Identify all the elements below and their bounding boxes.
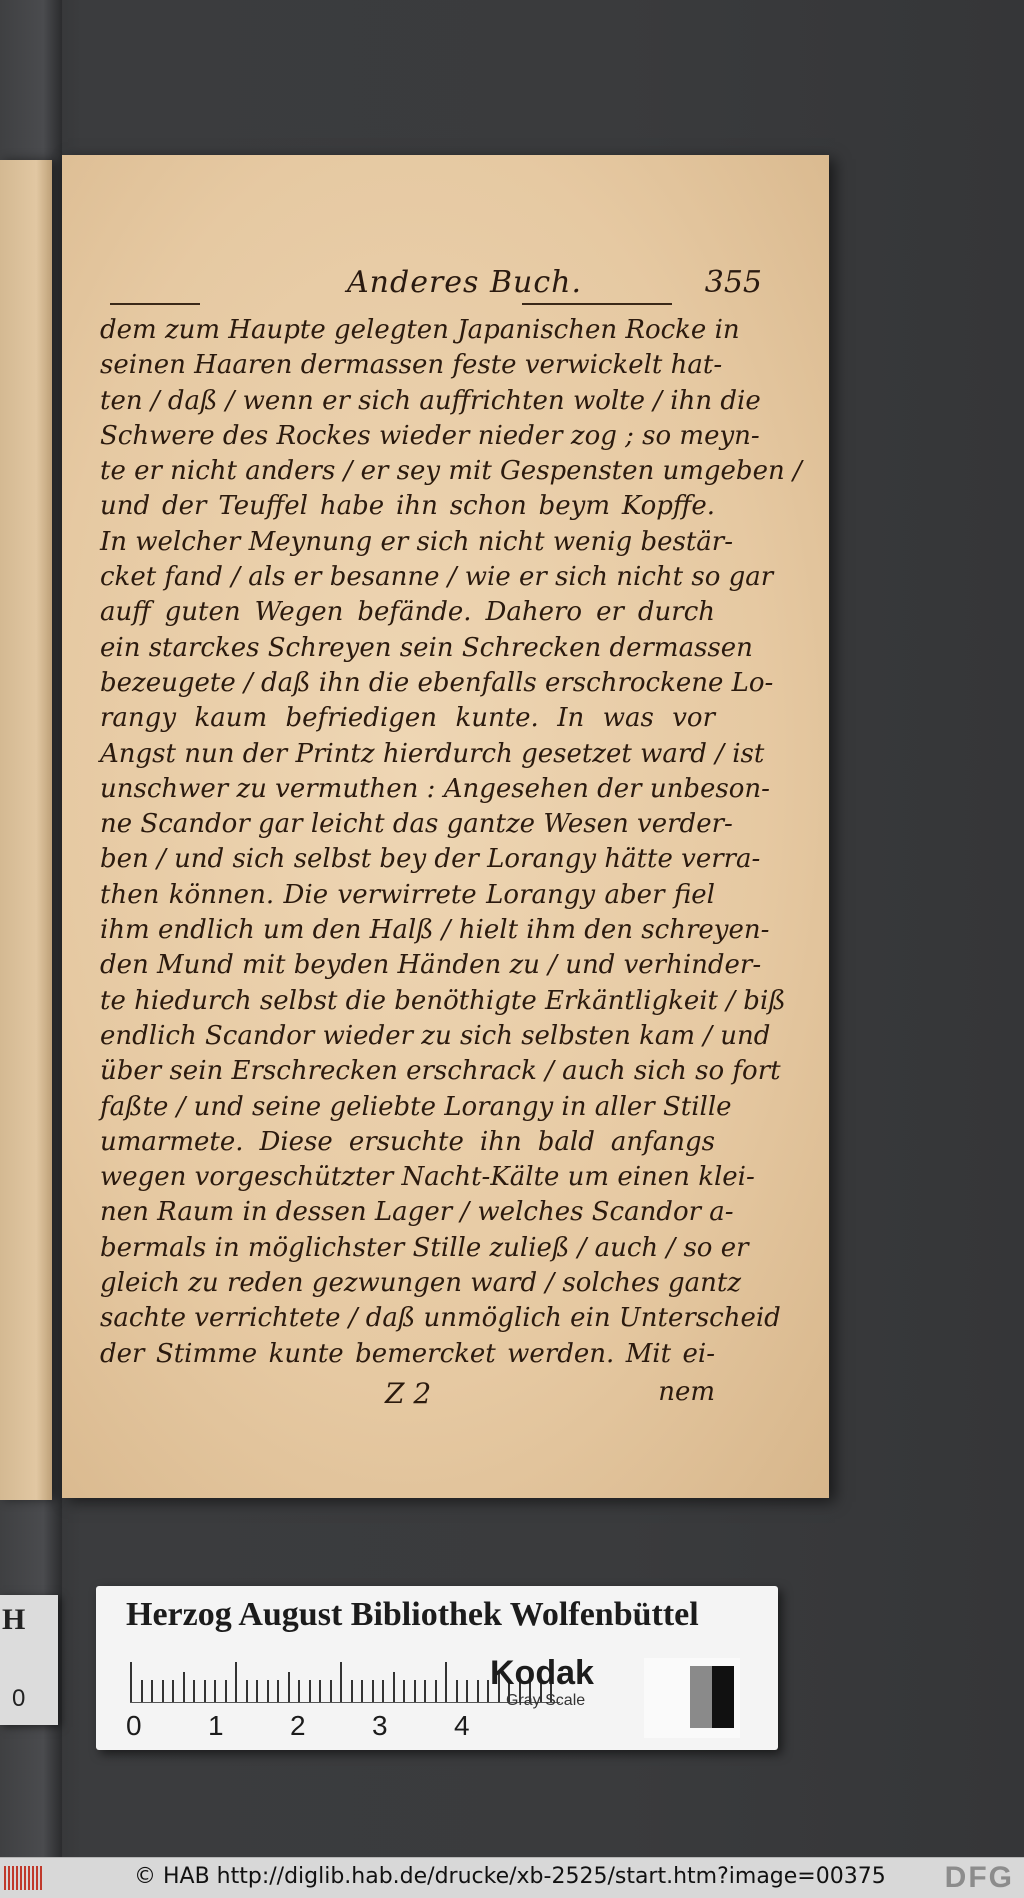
header-rule-left	[110, 303, 200, 305]
ruler-numbers	[126, 1710, 566, 1744]
text-line: und der Teuffel habe ihn schon beym Kopffe.	[100, 491, 715, 522]
ruler-tick	[309, 1680, 311, 1702]
text-line: ben / und sich selbst bey der Lorangy hätte verra-	[100, 844, 761, 875]
ruler-tick	[130, 1662, 132, 1702]
ruler-tick	[214, 1680, 216, 1702]
ruler-tick	[267, 1680, 269, 1702]
gray-scale-label: Gray Scale	[506, 1692, 586, 1709]
ruler-tick	[162, 1680, 164, 1702]
gray-patch-black	[712, 1666, 734, 1728]
ruler-tick	[361, 1680, 363, 1702]
ruler-number: 0	[126, 1710, 142, 1741]
ruler-tick	[298, 1680, 300, 1702]
ruler-tick	[393, 1672, 395, 1702]
text-line: te hiedurch selbst die benöthigte Erkäntligkeit / biß	[100, 985, 786, 1016]
kodak-logo: Kodak	[490, 1654, 594, 1692]
ruler-number: 4	[454, 1710, 470, 1741]
ruler-tick	[435, 1680, 437, 1702]
partial-card-number: 0	[12, 1685, 26, 1712]
barcode-icon	[4, 1866, 44, 1890]
library-name: Herzog August Bibliothek Wolfenbüttel	[126, 1596, 699, 1633]
ruler-baseline	[130, 1702, 560, 1703]
ruler-tick	[330, 1680, 332, 1702]
text-line: seinen Haaren dermassen feste verwickelt hat-	[100, 350, 723, 381]
ruler-tick	[414, 1680, 416, 1702]
ruler-tick	[382, 1680, 384, 1702]
page-number: 355	[704, 265, 762, 300]
ruler-tick	[235, 1662, 237, 1702]
text-line: Schwere des Rockes wieder nieder zog ; so meyn-	[100, 420, 760, 451]
color-reference-card	[96, 1586, 778, 1750]
viewer-status-bar	[0, 1857, 1024, 1898]
source-credit[interactable]: © HAB http://diglib.hab.de/drucke/xb-2525/start.htm?image=00375	[134, 1864, 886, 1889]
text-line: faßte / und seine geliebte Lorangy in aller Stille	[100, 1091, 732, 1122]
text-line: gleich zu reden gezwungen ward / solches gantz	[100, 1268, 742, 1299]
page-body	[100, 313, 802, 1372]
ruler-tick	[288, 1672, 290, 1702]
ruler-tick	[445, 1662, 447, 1702]
ruler-number: 2	[290, 1710, 306, 1741]
dfg-logo: DFG	[944, 1861, 1014, 1894]
text-line: unschwer zu vermuthen : Angesehen der unbeson-	[100, 773, 770, 804]
ruler-tick	[277, 1680, 279, 1702]
ruler-tick	[151, 1680, 153, 1702]
text-line: ein starckes Schreyen sein Schrecken dermassen	[100, 632, 753, 663]
ruler-tick	[403, 1680, 405, 1702]
text-line: then können. Die verwirrete Lorangy aber fiel	[100, 879, 715, 910]
ruler-tick	[372, 1680, 374, 1702]
ruler-tick	[424, 1680, 426, 1702]
ruler-tick	[225, 1680, 227, 1702]
text-line: te er nicht anders / er sey mit Gespensten umgeben /	[100, 456, 802, 487]
text-line: sachte verrichtete / daß unmöglich ein Unterscheid	[100, 1303, 781, 1334]
text-line: bezeugete / daß ihn die ebenfalls erschrockene Lo-	[100, 667, 774, 698]
ruler-tick	[456, 1680, 458, 1702]
text-line: auff guten Wegen befände. Dahero er durch	[100, 597, 715, 628]
text-line: der Stimme kunte bemercket werden. Mit ei-	[100, 1338, 715, 1369]
partial-color-card	[0, 1595, 58, 1725]
page-header	[102, 263, 762, 307]
text-line: Angst nun der Printz hierdurch gesetzet ward / ist	[100, 738, 765, 769]
text-line: über sein Erschrecken erschrack / auch sich so fort	[100, 1056, 781, 1087]
ruler-number: 1	[208, 1710, 224, 1741]
text-line: nen Raum in dessen Lager / welches Scandor a-	[100, 1197, 734, 1228]
ruler-tick	[256, 1680, 258, 1702]
text-line: dem zum Haupte gelegten Japanischen Rocke in	[100, 315, 740, 345]
text-line: den Mund mit beyden Händen zu / und verhinder-	[100, 950, 762, 981]
ruler-tick	[487, 1680, 489, 1702]
text-line: ihm endlich um den Halß / hielt ihm den schreyen-	[100, 915, 770, 946]
ruler-number: 3	[372, 1710, 388, 1741]
ruler-tick	[193, 1680, 195, 1702]
text-line: ten / daß / wenn er sich auffrichten wolte / ihn die	[100, 385, 761, 416]
running-head: Anderes Buch.	[347, 265, 582, 300]
text-line: endlich Scandor wieder zu sich selbsten kam / und	[100, 1020, 771, 1051]
ruler-tick	[183, 1672, 185, 1702]
ruler-tick	[172, 1680, 174, 1702]
text-line: wegen vorgeschützter Nacht-Kälte um einen klei-	[100, 1162, 755, 1193]
ruler-tick	[466, 1680, 468, 1702]
text-line: umarmete. Diese ersuchte ihn bald anfangs	[100, 1126, 715, 1157]
ruler-tick	[351, 1680, 353, 1702]
page-footer	[100, 1377, 715, 1417]
text-line: In welcher Meynung er sich nicht wenig bestär-	[100, 526, 734, 557]
catchword: nem	[658, 1377, 715, 1407]
ruler-tick	[319, 1680, 321, 1702]
text-line: rangy kaum befriedigen kunte. In was vor	[100, 703, 715, 734]
partial-card-letter: H	[2, 1603, 26, 1636]
text-line: ne Scandor gar leicht das gantze Wesen verder-	[100, 809, 733, 840]
gray-scale-patch	[644, 1658, 740, 1738]
ruler-tick	[477, 1680, 479, 1702]
text-line: bermals in möglichster Stille zuließ / auch / so er	[100, 1232, 749, 1263]
ruler-tick	[246, 1680, 248, 1702]
ruler-tick	[204, 1680, 206, 1702]
header-rule-right	[522, 303, 672, 305]
previous-page-edge	[0, 160, 52, 1500]
ruler-tick	[340, 1662, 342, 1702]
text-line: cket fand / als er besanne / wie er sich nicht so gar	[100, 562, 774, 593]
gray-patch-mid	[690, 1666, 712, 1728]
ruler-tick	[141, 1680, 143, 1702]
book-page	[62, 155, 829, 1498]
signature-mark: Z 2	[385, 1377, 432, 1410]
